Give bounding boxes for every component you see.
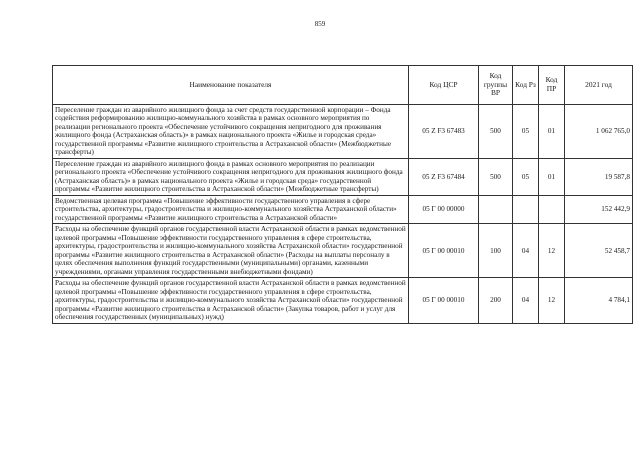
table-row xyxy=(53,224,633,278)
row-pr: 12 xyxy=(539,224,565,278)
row-pr: 01 xyxy=(539,105,565,159)
table-row xyxy=(53,158,633,195)
row-code: 05 Г 00 00010 xyxy=(409,224,479,278)
row-vr: 500 xyxy=(479,158,513,195)
row-amount: 1 062 765,0 xyxy=(565,105,633,159)
row-amount: 19 587,8 xyxy=(565,158,633,195)
row-amount: 52 458,7 xyxy=(565,224,633,278)
row-pr xyxy=(539,195,565,223)
table-header-row xyxy=(53,66,633,105)
row-name: Переселение граждан из аварийного жилищного фонда в рамках основного мероприятия по реализации регионального проекта «Обеспечение устойчивого сокращения непригодного для проживания жилищного фонда (Астраханская область)» в рамках национального проекта «Жилье и городская среда» государственной программы «Развитие жилищного строительства в Астраханской области» (Межбюджетные трансферты) xyxy=(53,158,409,195)
row-code: 05 Г 00 00000 xyxy=(409,195,479,223)
row-amount: 4 784,1 xyxy=(565,278,633,323)
row-rz: 04 xyxy=(513,224,539,278)
page-number: 859 xyxy=(314,20,326,28)
row-rz: 04 xyxy=(513,278,539,323)
row-pr: 12 xyxy=(539,278,565,323)
row-rz: 05 xyxy=(513,105,539,159)
row-code: 05 Z F3 67484 xyxy=(409,158,479,195)
row-rz: 05 xyxy=(513,158,539,195)
row-vr: 500 xyxy=(479,105,513,159)
row-code: 05 Г 00 00010 xyxy=(409,278,479,323)
header-rz: Код Рз xyxy=(513,66,539,105)
row-code: 05 Z F3 67483 xyxy=(409,105,479,159)
row-vr: 200 xyxy=(479,278,513,323)
header-year: 2021 год xyxy=(565,66,633,105)
table-row xyxy=(53,278,633,323)
row-name: Расходы на обеспечение функций органов государственной власти Астраханской области в рамках ведомственной целевой программы «Повышение эффективности государственного управления в сфере строительства, архитектуры, градостроительства и жилищно-коммунального хозяйства Астраханской области» государственной программы «Развитие жилищного строительства в Астраханской области» (Закупка товаров, работ и услуг для обеспечения государственных (муниципальных) нужд) xyxy=(53,278,409,323)
table-row xyxy=(53,105,633,159)
row-vr xyxy=(479,195,513,223)
row-name: Переселение граждан из аварийного жилищного фонда за счет средств государственной корпорации – Фонда содействия реформированию жилищно-коммунального хозяйства в рамках основного мероприятия по реализации регионального проекта «Обеспечение устойчивого сокращения непригодного для проживания жилищного фонда (Астраханская область)» в рамках национального проекта «Жилье и городская среда» государственной программы «Развитие жилищного строительства в Астраханской области» (Межбюджетные трансферты) xyxy=(53,105,409,159)
header-pr: Код ПР xyxy=(539,66,565,105)
row-rz xyxy=(513,195,539,223)
header-vr: Код группы ВР xyxy=(479,66,513,105)
row-name: Расходы на обеспечение функций органов государственной власти Астраханской области в рамках ведомственной целевой программы «Повышение эффективности государственного управления в сфере строительства, архитектуры, градостроительства и жилищно-коммунального хозяйства Астраханской области» государственной программы «Развитие жилищного строительства в Астраханской области» (Расходы на выплаты персоналу в целях обеспечения выполнения функций государственными (муниципальными) органами, казенными учреждениями, органами управления государственными внебюджетными фондами) xyxy=(53,224,409,278)
header-name: Наименование показателя xyxy=(53,66,409,105)
table-row xyxy=(53,195,633,223)
row-name: Ведомственная целевая программа «Повышение эффективности государственного управления в сфере строительства, архитектуры, градостроительства и жилищно-коммунального хозяйства Астраханской области» государственной программы «Развитие жилищного строительства в Астраханской области» xyxy=(53,195,409,223)
header-code: Код ЦСР xyxy=(409,66,479,105)
row-amount: 152 442,9 xyxy=(565,195,633,223)
row-vr: 100 xyxy=(479,224,513,278)
row-pr: 01 xyxy=(539,158,565,195)
budget-table xyxy=(52,65,633,324)
